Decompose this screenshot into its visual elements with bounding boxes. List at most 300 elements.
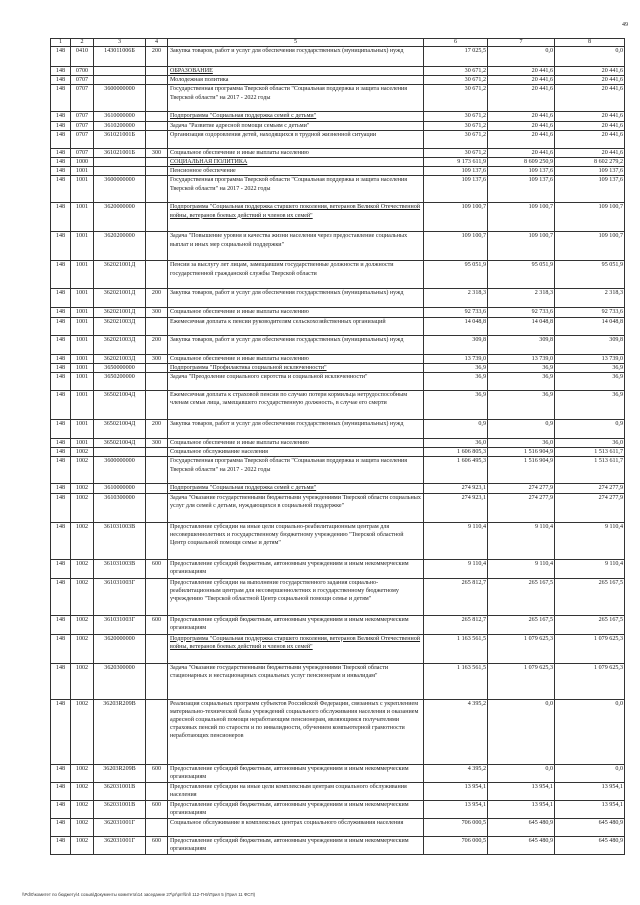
amount-year1-cell [424, 317, 488, 335]
section-code-cell [71, 836, 94, 854]
amount-year1-cell [424, 439, 488, 448]
cell-text: 3610200000 [104, 122, 135, 129]
cell-text: 200 [151, 421, 162, 428]
cell-text: 1 513 611,7 [594, 449, 623, 456]
cell-text: 3620000000 [104, 635, 135, 642]
cell-text: 109 137,6 [598, 168, 623, 175]
cell-text: 148 [55, 560, 66, 567]
amount-year2-cell [488, 121, 555, 130]
cell-text: Социальное обеспечение и иные выплаты населению [170, 440, 309, 447]
cell-text: 1001 [75, 374, 89, 381]
cell-text: 0707 [75, 122, 89, 129]
cell-text: 4 395,2 [467, 765, 486, 772]
cell-text: 148 [55, 392, 66, 399]
description-cell [168, 67, 424, 76]
target-article-cell [94, 484, 146, 493]
cell-text: 36,0 [542, 440, 553, 447]
amount-year2-cell [488, 232, 555, 261]
description-cell [168, 373, 424, 391]
expense-type-cell [146, 76, 168, 85]
admin-code-cell [51, 420, 71, 439]
cell-text: 2 318,3 [534, 290, 553, 297]
table-row [51, 391, 625, 420]
target-article-cell [94, 354, 146, 363]
amount-year3-cell [555, 130, 625, 148]
target-article-cell [94, 261, 146, 289]
cell-text: 362031001Г [104, 819, 135, 826]
target-article-cell [94, 308, 146, 317]
cell-text: 95 051,9 [464, 262, 486, 269]
amount-year2-cell [488, 85, 555, 112]
table-row [51, 85, 625, 112]
amount-year3-cell [555, 47, 625, 67]
cell-text: 36,9 [542, 374, 553, 381]
admin-code-cell [51, 354, 71, 363]
cell-text: 30 671,2 [464, 149, 486, 156]
table-row [51, 176, 625, 203]
cell-text: 109 100,7 [598, 204, 623, 211]
cell-text: 109 100,7 [461, 233, 486, 240]
amount-year1-cell [424, 176, 488, 203]
amount-year1-cell [424, 261, 488, 289]
amount-year1-cell [424, 289, 488, 308]
cell-text: 1001 [75, 440, 89, 447]
description-cell [168, 354, 424, 363]
cell-text: 1002 [75, 819, 89, 826]
table-row [51, 818, 625, 836]
amount-year1-cell [424, 764, 488, 782]
amount-year3-cell [555, 782, 625, 800]
cell-text: 109 100,7 [598, 233, 623, 240]
cell-text: 148 [55, 664, 66, 671]
admin-code-cell [51, 130, 71, 148]
cell-text: 148 [55, 579, 66, 586]
target-article-cell [94, 203, 146, 232]
table-row [51, 764, 625, 782]
amount-year1-cell [424, 782, 488, 800]
target-article-cell [94, 457, 146, 484]
description-cell [168, 559, 424, 578]
cell-text: 148 [55, 616, 66, 623]
amount-year2-cell [488, 112, 555, 121]
cell-text: 143011006Б [104, 48, 135, 54]
admin-code-cell [51, 782, 71, 800]
expense-type-cell [146, 308, 168, 317]
cell-text: 1000 [75, 159, 89, 166]
description-cell [168, 308, 424, 317]
cell-text: 274 277,9 [598, 485, 623, 492]
admin-code-cell [51, 232, 71, 261]
cell-text: 9 173 611,9 [457, 159, 486, 166]
admin-code-cell [51, 363, 71, 372]
section-code-cell [71, 699, 94, 764]
cell-text: 30 671,2 [464, 68, 486, 74]
target-article-cell [94, 47, 146, 67]
section-code-cell [71, 363, 94, 372]
amount-year3-cell [555, 800, 625, 818]
amount-year2-cell [488, 800, 555, 818]
cell-text: 706 000,5 [461, 837, 486, 844]
cell-text: 148 [55, 355, 66, 362]
expense-type-cell [146, 354, 168, 363]
target-article-cell [94, 112, 146, 121]
amount-year1-cell [424, 335, 488, 354]
cell-text: 362031001B [103, 783, 136, 790]
cell-text: 1 516 904,9 [524, 458, 553, 465]
expense-type-cell [146, 493, 168, 522]
cell-text: 20 441,6 [601, 149, 623, 156]
amount-year1-cell [424, 493, 488, 522]
expense-type-cell [146, 130, 168, 148]
cell-text: 148 [55, 374, 66, 381]
cell-text: Задача "Развитие адресной помощи семьям с детьми" [170, 122, 310, 129]
admin-code-cell [51, 148, 71, 157]
header-cell: 8 [555, 39, 625, 47]
amount-year3-cell [555, 699, 625, 764]
cell-text: 265 812,7 [461, 616, 486, 623]
cell-text: 148 [55, 77, 66, 84]
amount-year3-cell [555, 522, 625, 559]
cell-text: 109 137,6 [461, 177, 486, 184]
expense-type-cell [146, 47, 168, 67]
cell-text: 4 395,2 [467, 700, 486, 707]
cell-text: 17 025,5 [464, 48, 486, 54]
description-cell [168, 130, 424, 148]
admin-code-cell [51, 484, 71, 493]
expense-type-cell [146, 289, 168, 308]
amount-year2-cell [488, 354, 555, 363]
section-code-cell [71, 439, 94, 448]
cell-text: 361021001Б [104, 131, 135, 138]
cell-text: 1 163 561,5 [457, 635, 486, 642]
section-code-cell [71, 663, 94, 699]
cell-text: 20 441,6 [531, 86, 553, 93]
admin-code-cell [51, 578, 71, 615]
expense-type-cell [146, 420, 168, 439]
expense-type-cell [146, 522, 168, 559]
cell-text: Подпрограмма "Социальная поддержка старшего поколения, ветеранов Великой Отечественной войны, ветеранов боевых действий и членов их семей" [170, 204, 421, 219]
cell-text: Предоставление субсидий бюджетным, автономным учреждениям и иным некоммерческим организациям [170, 560, 409, 575]
cell-text: 148 [55, 309, 66, 316]
cell-text: 13 739,0 [464, 355, 486, 362]
cell-text: 2 318,3 [467, 290, 486, 297]
cell-text: 3610000000 [104, 113, 135, 120]
expense-type-cell [146, 158, 168, 167]
cell-text: 1002 [75, 765, 89, 772]
table-row [51, 76, 625, 85]
cell-text: 36,9 [612, 374, 623, 381]
expense-type-cell [146, 818, 168, 836]
section-code-cell [71, 47, 94, 67]
admin-code-cell [51, 800, 71, 818]
cell-text: 148 [55, 48, 66, 54]
cell-text: 8 602 279,2 [594, 159, 623, 166]
target-article-cell [94, 76, 146, 85]
section-code-cell [71, 85, 94, 112]
cell-text: 1002 [75, 560, 89, 567]
section-code-cell [71, 76, 94, 85]
cell-text: 9 110,4 [534, 523, 553, 530]
target-article-cell [94, 420, 146, 439]
cell-text: 36203R209B [103, 765, 136, 772]
cell-text: 148 [55, 449, 66, 456]
cell-text: 361031003В [103, 523, 136, 530]
cell-text: 1 079 625,3 [524, 635, 553, 642]
cell-text: 148 [55, 168, 66, 175]
cell-text: 645 480,9 [528, 819, 553, 826]
header-cell: 3 [94, 39, 146, 47]
cell-text: 20 441,6 [531, 68, 553, 74]
cell-text: Ежемесячная доплата к страховой пенсии по случаю потери кормильца нетрудоспособным членам семьи лица, замещавшего государственную должность, в случае его смерти [170, 392, 408, 407]
amount-year1-cell [424, 121, 488, 130]
amount-year3-cell [555, 764, 625, 782]
cell-text: 2 318,3 [604, 290, 623, 297]
table-row [51, 615, 625, 634]
admin-code-cell [51, 176, 71, 203]
cell-text: 1001 [75, 336, 89, 343]
cell-text: Организация оздоровления детей, находящихся в трудной жизненной ситуации [170, 131, 377, 138]
amount-year3-cell [555, 373, 625, 391]
section-code-cell [71, 615, 94, 634]
cell-text: 14 048,8 [531, 318, 553, 325]
cell-text: 20 441,6 [601, 131, 623, 138]
table-row [51, 448, 625, 457]
description-cell [168, 448, 424, 457]
header-cell: 2 [71, 39, 94, 47]
cell-text: 361031003Г [104, 616, 135, 623]
cell-text: 1002 [75, 783, 89, 790]
target-article-cell [94, 800, 146, 818]
cell-text: Закупка товаров, работ и услуг для обеспечения государственных (муниципальных) нужд [170, 48, 404, 54]
cell-text: 20 441,6 [601, 113, 623, 120]
description-cell [168, 176, 424, 203]
admin-code-cell [51, 121, 71, 130]
table-row [51, 130, 625, 148]
cell-text: 148 [55, 635, 66, 642]
cell-text: 148 [55, 318, 66, 325]
section-code-cell [71, 130, 94, 148]
section-code-cell [71, 121, 94, 130]
amount-year1-cell [424, 559, 488, 578]
cell-text: Пенсии за выслугу лет лицам, замещавшим государственные должности и должности государственной гражданской службы Тверской области [170, 262, 394, 277]
cell-text: 362021001Д [103, 262, 136, 269]
amount-year3-cell [555, 112, 625, 121]
cell-text: 0,0 [545, 700, 553, 707]
section-code-cell [71, 522, 94, 559]
amount-year2-cell [488, 522, 555, 559]
amount-year3-cell [555, 818, 625, 836]
amount-year2-cell [488, 176, 555, 203]
cell-text: 148 [55, 801, 66, 808]
description-cell [168, 663, 424, 699]
cell-text: 148 [55, 233, 66, 240]
section-code-cell [71, 158, 94, 167]
expense-type-cell [146, 363, 168, 372]
amount-year1-cell [424, 420, 488, 439]
description-cell [168, 76, 424, 85]
expense-type-cell [146, 439, 168, 448]
cell-text: 0,0 [545, 765, 553, 772]
amount-year3-cell [555, 121, 625, 130]
cell-text: 362031001B [103, 801, 136, 808]
cell-text: Задача "Оказание государственными бюджетными учреждениями Тверской области стационарных и нестационарных социальных услуг пенсионерам и инвалидам" [170, 664, 389, 679]
amount-year2-cell [488, 158, 555, 167]
amount-year1-cell [424, 373, 488, 391]
table-row [51, 782, 625, 800]
section-code-cell [71, 112, 94, 121]
cell-text: 9 110,4 [467, 560, 486, 567]
amount-year3-cell [555, 167, 625, 176]
amount-year2-cell [488, 261, 555, 289]
expense-type-cell [146, 578, 168, 615]
cell-text: 30 671,2 [464, 77, 486, 84]
cell-text: 0,0 [615, 765, 623, 772]
amount-year2-cell [488, 76, 555, 85]
table-header-row [51, 39, 625, 47]
amount-year1-cell [424, 484, 488, 493]
cell-text: 365021004Д [103, 392, 136, 399]
cell-text: 1001 [75, 392, 89, 399]
cell-text: 36,9 [475, 364, 486, 371]
cell-text: 1001 [75, 290, 89, 297]
amount-year1-cell [424, 232, 488, 261]
cell-text: 1002 [75, 635, 89, 642]
cell-text: 1002 [75, 664, 89, 671]
cell-text: 0707 [75, 77, 89, 84]
cell-text: Закупка товаров, работ и услуг для обеспечения государственных (муниципальных) нужд [170, 421, 404, 428]
header-cell: 7 [488, 39, 555, 47]
description-cell [168, 420, 424, 439]
cell-text: 9 110,4 [604, 523, 623, 530]
cell-text: 265 812,7 [461, 579, 486, 586]
target-article-cell [94, 167, 146, 176]
cell-text: 1002 [75, 494, 89, 501]
amount-year2-cell [488, 457, 555, 484]
cell-text: 0,0 [545, 48, 553, 54]
amount-year3-cell [555, 76, 625, 85]
description-cell [168, 232, 424, 261]
cell-text: 30 671,2 [464, 113, 486, 120]
cell-text: 109 137,6 [528, 168, 553, 175]
table-row [51, 335, 625, 354]
cell-text: 3620000000 [104, 204, 135, 211]
cell-text: 148 [55, 177, 66, 184]
target-article-cell [94, 764, 146, 782]
amount-year2-cell [488, 615, 555, 634]
section-code-cell [71, 148, 94, 157]
cell-text: 20 441,6 [531, 77, 553, 84]
cell-text: Предоставление субсидий бюджетным, автономным учреждениям и иным некоммерческим организациям [170, 616, 409, 631]
target-article-cell [94, 578, 146, 615]
expense-type-cell [146, 67, 168, 76]
cell-text: 1002 [75, 801, 89, 808]
cell-text: 3650200000 [104, 374, 135, 381]
cell-text: 1002 [75, 700, 89, 707]
cell-text: 13 954,1 [531, 801, 553, 808]
target-article-cell [94, 67, 146, 76]
amount-year2-cell [488, 634, 555, 663]
cell-text: 362031001Г [104, 837, 135, 844]
target-article-cell [94, 317, 146, 335]
table-row [51, 121, 625, 130]
cell-text: Государственная программа Тверской области "Социальная поддержка и защита населения Тверской области" на 2017 - 2022 годы [170, 86, 408, 101]
cell-text: 109 100,7 [528, 233, 553, 240]
cell-text: Предоставление субсидий бюджетным, автономным учреждениям и иным некоммерческим организациям [170, 765, 409, 780]
target-article-cell [94, 335, 146, 354]
target-article-cell [94, 634, 146, 663]
cell-text: Государственная программа Тверской области "Социальная поддержка и защита населения Тверской области" на 2017 - 2022 годы [170, 177, 408, 192]
cell-text: 9 110,4 [604, 560, 623, 567]
target-article-cell [94, 522, 146, 559]
cell-text: 3610000000 [104, 485, 135, 492]
amount-year1-cell [424, 615, 488, 634]
description-cell [168, 578, 424, 615]
cell-text: 95 051,9 [601, 262, 623, 269]
cell-text: 30 671,2 [464, 122, 486, 129]
cell-text: 1001 [75, 204, 89, 211]
amount-year2-cell [488, 439, 555, 448]
amount-year1-cell [424, 391, 488, 420]
admin-code-cell [51, 634, 71, 663]
cell-text: 148 [55, 68, 66, 74]
cell-text: Предоставление субсидий бюджетным, автономным учреждениям и иным некоммерческим организациям [170, 801, 409, 816]
cell-text: Закупка товаров, работ и услуг для обеспечения государственных (муниципальных) нужд [170, 290, 404, 297]
amount-year1-cell [424, 663, 488, 699]
cell-text: Реализация социальных программ субъектов Российской Федерации, связанных с укреплением материально-технической базы учреждений социального обслуживания населения и оказанием адресной социальной помощи неработающим пенсионерам, являющимся получателями страховых пенсий по старости и по инвалидности, обучением компьютерной грамотности неработающих пенсионеров [170, 700, 419, 740]
expense-type-cell [146, 663, 168, 699]
cell-text: 274 923,1 [461, 485, 486, 492]
cell-text: 36,9 [542, 364, 553, 371]
amount-year1-cell [424, 800, 488, 818]
cell-text: 20 441,6 [601, 77, 623, 84]
cell-text: 265 167,5 [528, 616, 553, 623]
table-row [51, 67, 625, 76]
target-article-cell [94, 782, 146, 800]
cell-text: 109 137,6 [598, 177, 623, 184]
cell-text: Социальное обеспечение и иные выплаты населению [170, 355, 309, 362]
cell-text: 109 137,6 [528, 177, 553, 184]
cell-text: 274 277,9 [528, 485, 553, 492]
cell-text: 9 110,4 [534, 560, 553, 567]
description-cell [168, 289, 424, 308]
description-cell [168, 818, 424, 836]
target-article-cell [94, 232, 146, 261]
amount-year1-cell [424, 457, 488, 484]
amount-year1-cell [424, 818, 488, 836]
target-article-cell [94, 176, 146, 203]
table-row [51, 112, 625, 121]
cell-text: 20 441,6 [601, 122, 623, 129]
description-cell [168, 522, 424, 559]
amount-year3-cell [555, 493, 625, 522]
amount-year2-cell [488, 818, 555, 836]
cell-text: 148 [55, 290, 66, 297]
cell-text: 13 739,0 [601, 355, 623, 362]
amount-year2-cell [488, 484, 555, 493]
cell-text: 36,9 [612, 364, 623, 371]
expense-type-cell [146, 317, 168, 335]
amount-year3-cell [555, 484, 625, 493]
amount-year2-cell [488, 493, 555, 522]
cell-text: 95 051,9 [531, 262, 553, 269]
target-article-cell [94, 130, 146, 148]
table-row [51, 354, 625, 363]
admin-code-cell [51, 836, 71, 854]
cell-text: 13 954,1 [601, 801, 623, 808]
description-cell [168, 335, 424, 354]
cell-text: Предоставление субсидии на иные цели социально-реабилитационным центрам для несовершеннолетних и государственному бюджетному учреждению "Тверской областной Центр социальной помощи семье и детям" [170, 523, 404, 547]
description-cell [168, 363, 424, 372]
